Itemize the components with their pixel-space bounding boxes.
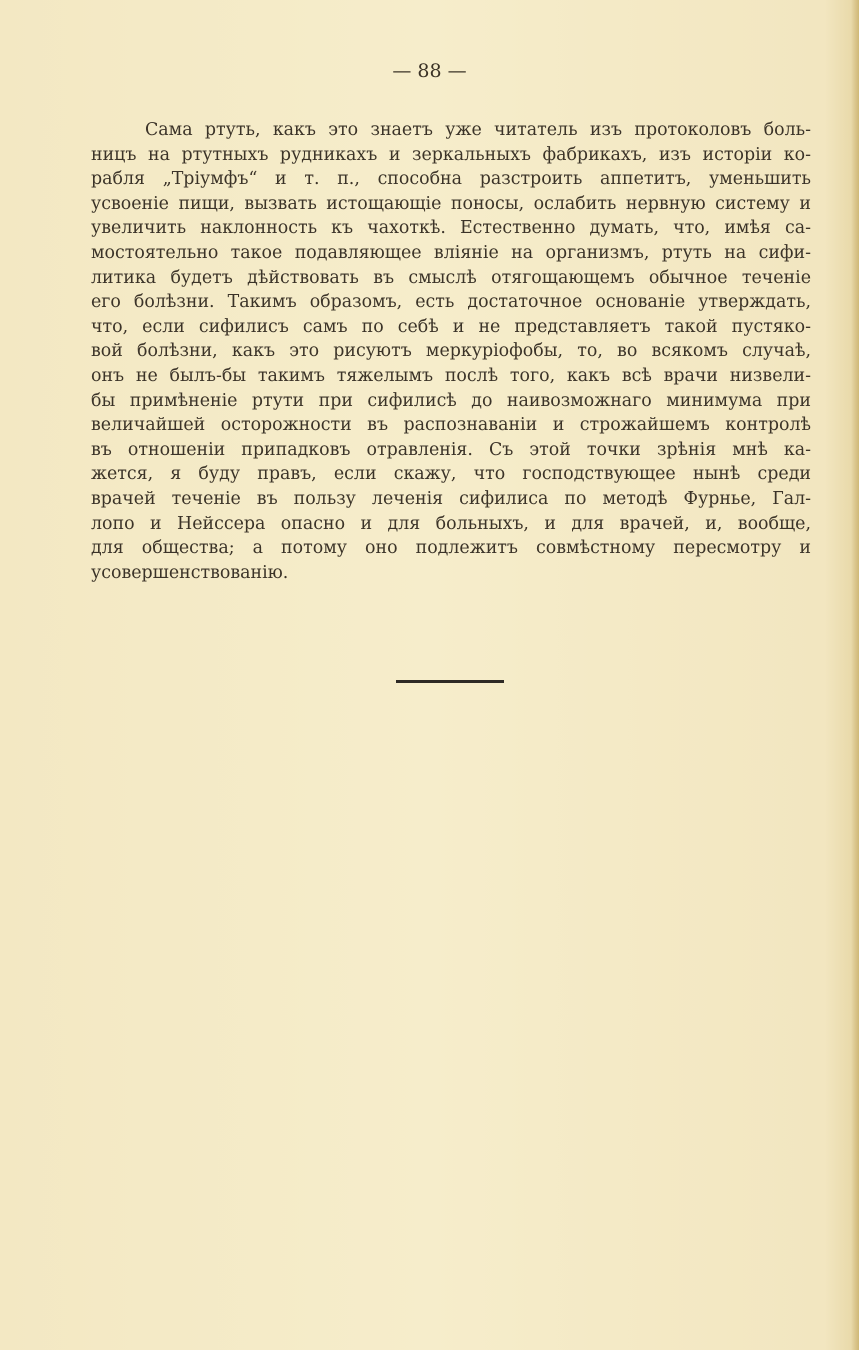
text-line: вой болѣзни, какъ это рисуютъ меркуріофобы, то, во всякомъ случаѣ,: [91, 341, 811, 362]
text-line: Сама ртуть, какъ это знаетъ уже читатель изъ протоколовъ боль-: [145, 120, 811, 140]
text-line: величайшей осторожности въ распознаваніи и строжайшемъ контролѣ: [91, 415, 811, 436]
text-line: жется, я буду правъ, если скажу, что господствующее нынѣ среди: [91, 464, 811, 485]
text-line: литика будетъ дѣйствовать въ смыслѣ отягощающемъ обычное теченіе: [91, 267, 811, 288]
text-line: что, если сифилисъ самъ по себѣ и не представляетъ такой пустяко-: [91, 316, 811, 337]
text-line: бы примѣненіе ртути при сифилисѣ до наивозможнаго минимума при: [91, 390, 811, 411]
section-divider: [396, 680, 504, 683]
text-line: рабля „Тріумфъ“ и т. п., способна разстроить аппетитъ, уменьшить: [91, 169, 811, 190]
text-line: усовершенствованію.: [91, 562, 289, 583]
text-line: его болѣзни. Такимъ образомъ, есть достаточное основаніе утверждать,: [91, 292, 811, 313]
text-line: мостоятельно такое подавляющее вліяніе на организмъ, ртуть на сифи-: [91, 242, 811, 263]
text-line: онъ не былъ-бы такимъ тяжелымъ послѣ того, какъ всѣ врачи низвели-: [91, 365, 811, 386]
text-line: въ отношеніи припадковъ отравленія. Съ этой точки зрѣнія мнѣ ка-: [91, 439, 811, 460]
text-line: врачей теченіе въ пользу леченія сифилиса по методѣ Фурнье, Гал-: [91, 488, 811, 509]
text-line: усвоеніе пищи, вызвать истощающіе поносы, ослабить нервную систему и: [91, 193, 811, 214]
text-line: для общества; а потому оно подлежитъ совмѣстному пересмотру и: [91, 538, 811, 559]
text-line: увеличить наклонность къ чахоткѣ. Естественно думать, что, имѣя са-: [91, 218, 811, 239]
text-line: лопо и Нейссера опасно и для больныхъ, и для врачей, и, вообще,: [91, 513, 811, 534]
page-number: — 88 —: [392, 60, 467, 82]
page-edge: [851, 0, 859, 1350]
body-paragraph: [91, 118, 811, 585]
text-line: ницъ на ртутныхъ рудникахъ и зеркальныхъ фабрикахъ, изъ исторіи ко-: [91, 144, 811, 165]
